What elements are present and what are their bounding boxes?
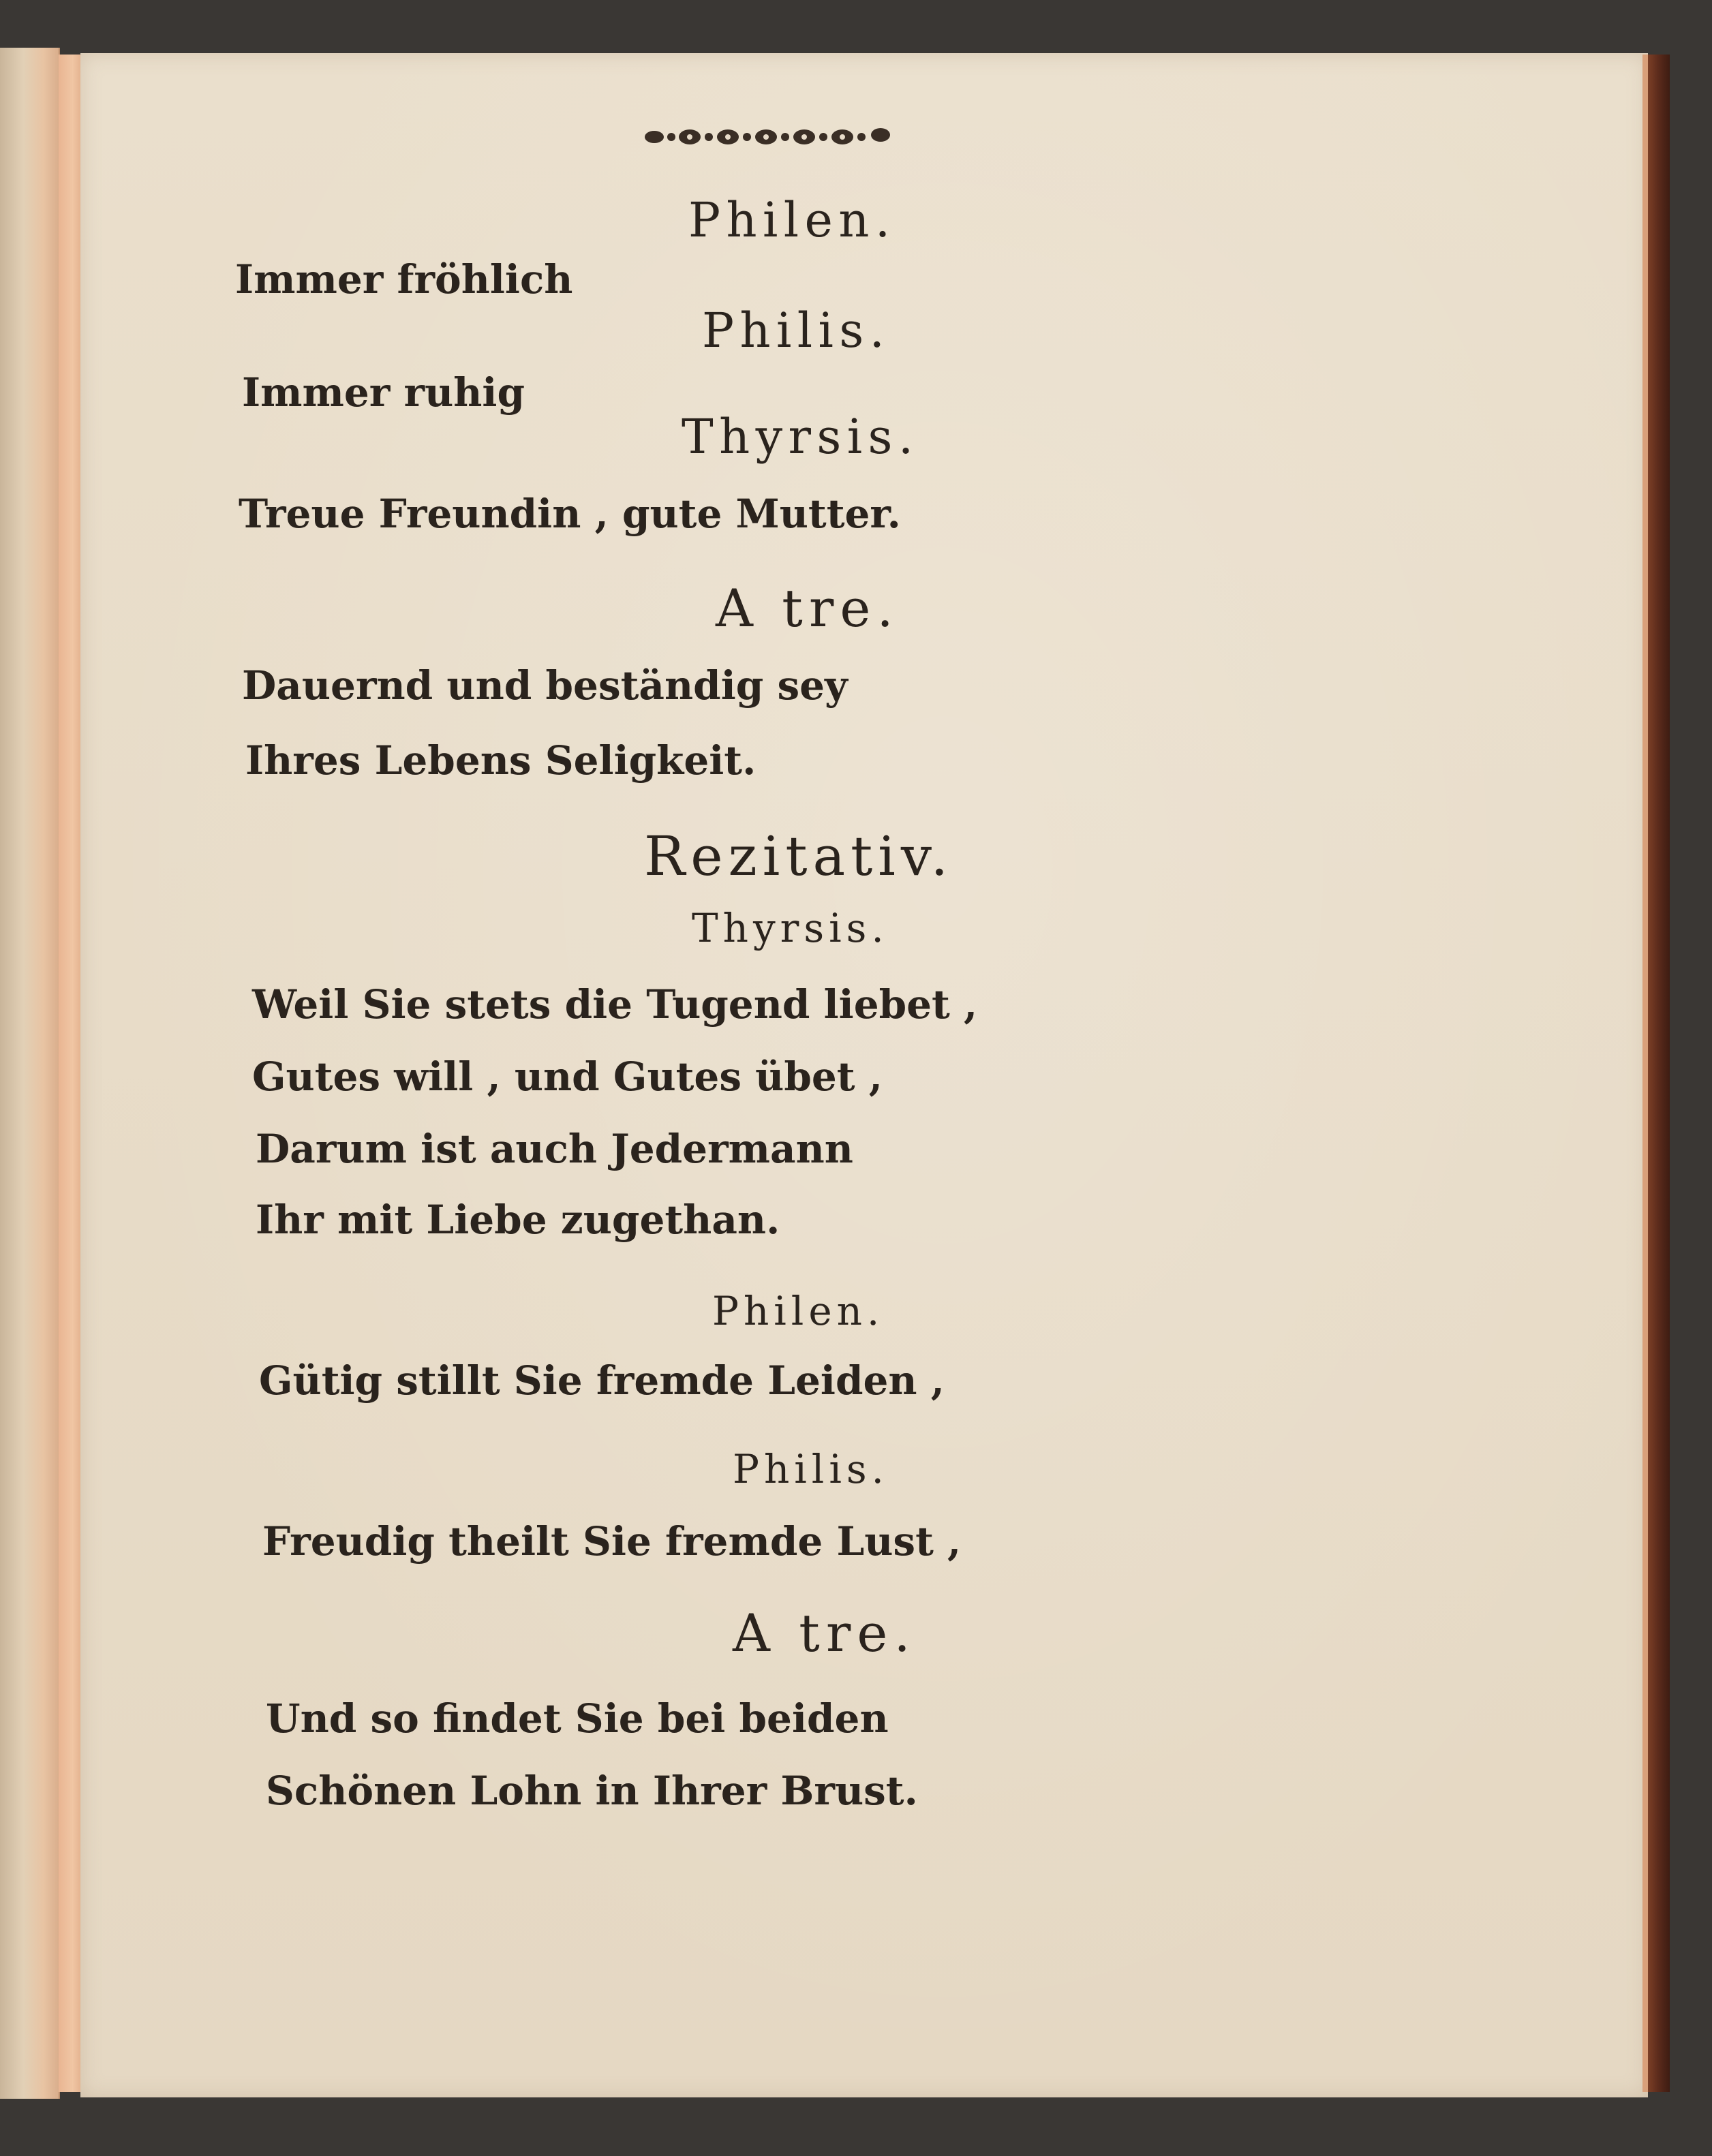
speaker-philen: Philen.: [712, 1288, 885, 1334]
verse-line: Ihr mit Liebe zugethan.: [256, 1197, 780, 1243]
verse-line: Weil Sie stets die Tugend liebet ,: [252, 981, 978, 1028]
speaker-thyrsis: Thyrsis.: [682, 409, 919, 465]
verse-line: Treue Freundin , gute Mutter.: [239, 491, 901, 537]
verse-line: Gutes will , und Gutes übet ,: [252, 1053, 883, 1100]
verse-line: Ihres Lebens Seligkeit.: [245, 737, 756, 784]
verse-line: Gütig stillt Sie fremde Leiden ,: [259, 1357, 945, 1404]
speaker-philen: Philen.: [688, 192, 896, 248]
previous-page-edge: [0, 48, 60, 2099]
speaker-a-tre: A tre.: [733, 1603, 917, 1663]
verse-line: Dauernd und beständig sey: [242, 662, 848, 709]
speaker-philis: Philis.: [702, 303, 891, 358]
speaker-philis: Philis.: [733, 1446, 889, 1492]
verse-line: Darum ist auch Jedermann: [256, 1126, 853, 1172]
speaker-a-tre: A tre.: [716, 578, 900, 638]
verse-line: Immer fröhlich: [235, 256, 573, 303]
verse-line: Immer ruhig: [242, 369, 525, 416]
verse-line: Schönen Lohn in Ihrer Brust.: [266, 1768, 918, 1814]
speaker-thyrsis: Thyrsis.: [692, 905, 889, 951]
ornament-icon: [641, 121, 927, 153]
section-title: Rezitativ.: [644, 825, 954, 888]
book-binding: [1648, 55, 1670, 2092]
verse-line: Freudig theilt Sie fremde Lust ,: [262, 1518, 962, 1565]
verse-line: Und so findet Sie bei beiden: [266, 1695, 889, 1742]
page-gutter: [59, 55, 82, 2092]
